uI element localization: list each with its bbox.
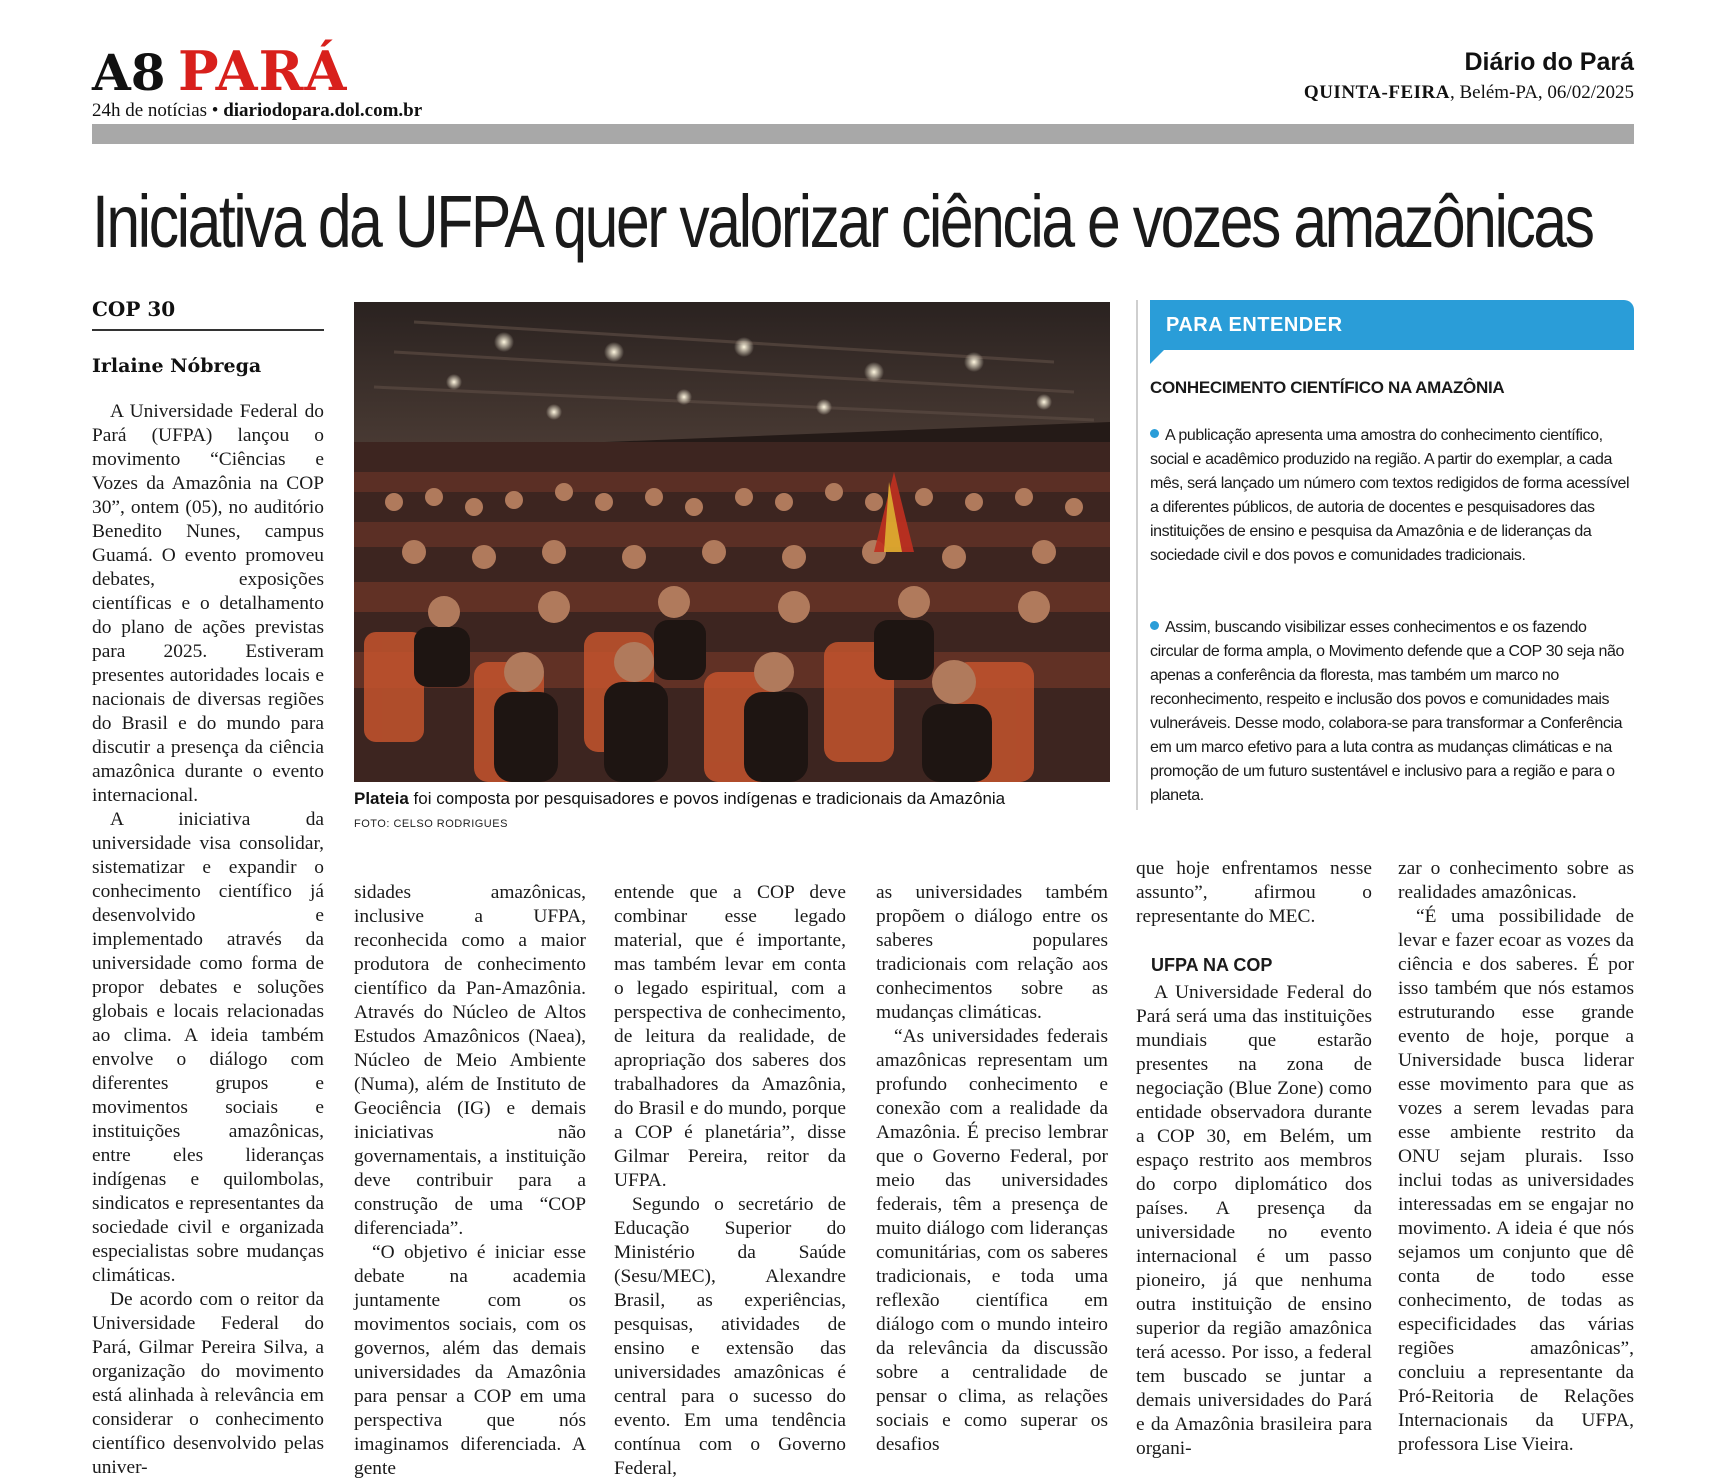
paragraph: sidades amazônicas, inclusive a UFPA, reconhecida como a maior produtora de conhecimento científico da Pan-Amazônia. Através do Núcleo de Altos Estudos Amazônicos (Naea), Núcleo de Meio Ambiente (Numa), além de Instituto de Geociência (IG) e demais iniciativas não governamentais, a instituição deve contribuir para a construção de uma “COP diferenciada”. xyxy=(354,882,586,1239)
paragraph: De acordo com o reitor da Universidade Federal do Pará, Gilmar Pereira Silva, a organização do movimento está alinhada à relevância em considerar o conhecimento científico desenvolvido pelas univer- xyxy=(92,1289,324,1478)
article-column-4 xyxy=(876,881,1108,1461)
date-line xyxy=(1304,82,1634,104)
section-name: PARÁ xyxy=(178,39,348,103)
photo-credit: FOTO: CELSO RODRIGUES xyxy=(354,818,508,830)
paragraph: Segundo o secretário de Educação Superior do Ministério da Saúde (Sesu/MEC), Alexandre Brasil, as experiências, pesquisas, atividades de ensino e extensão das universidades amazônicas é central para o sucesso do evento. Em uma tendência contínua com o Governo Federal, xyxy=(614,1194,846,1479)
box-paragraph-text: A publicação apresenta uma amostra do conhecimento científico, social e acadêmico produzido na região. A partir do exemplar, a cada mês, será lançado um número com textos redigidos de forma acessível a diferentes públicos, de autoria de docentes e pesquisadores das instituições de ensino e pesquisa da Amazônia e de lideranças da sociedade civil e dos povos e comunidades tradicionais. xyxy=(1150,427,1630,564)
box-subtitle: CONHECIMENTO CIENTÍFICO NA AMAZÔNIA xyxy=(1150,378,1505,397)
box-paragraph-2 xyxy=(1150,616,1634,808)
audience-photo xyxy=(354,302,1110,782)
place-date: , Belém-PA, 06/02/2025 xyxy=(1449,82,1634,103)
box-title: PARA ENTENDER xyxy=(1166,314,1343,336)
paragraph: A Universidade Federal do Pará será uma das instituições mundiais que estarão presentes na zona de negociação (Blue Zone) como entidade observadora durante a COP 30, em Belém, um espaço restrito aos membros do corpo diplomático dos países. A presença da universidade no evento internacional é um passo pioneiro, já que nenhuma outra instituição de ensino superior da região amazônica terá acesso. Por isso, a federal tem buscado se juntar a demais universidades do Pará e da Amazônia brasileira para organi- xyxy=(1136,982,1372,1459)
article-column-1 xyxy=(92,400,324,1478)
header-rule xyxy=(92,124,1634,144)
paragraph: “O objetivo é iniciar esse debate na academia juntamente com os movimentos sociais, com os governos, além das demais universidades da Amazônia para pensar a COP em uma perspectiva que nós imaginamos diferenciada. A gente xyxy=(354,1242,586,1479)
box-divider xyxy=(1136,300,1138,810)
para-entender-box xyxy=(1136,300,1634,810)
tagline-prefix: 24h de notícias • xyxy=(92,100,224,121)
kicker-rule xyxy=(92,329,324,331)
tagline xyxy=(92,100,422,122)
photo-image xyxy=(354,302,1110,782)
box-tab-notch xyxy=(1150,350,1164,364)
newspaper-name: Diário do Pará xyxy=(1464,48,1634,76)
caption-lead: Plateia xyxy=(354,789,409,808)
masthead xyxy=(92,38,1634,121)
kicker: COP 30 xyxy=(92,297,176,321)
paragraph: “As universidades federais amazônicas representam um profundo conhecimento e conexão com a realidade da Amazônia. É preciso lembrar que o Governo Federal, por meio das universidades federais, têm a presença de muito diálogo com lideranças comunitárias, com os saberes tradicionais, e toda uma reflexão científica em diálogo com o mundo inteiro da relevância da discussão sobre a centralidade de pensar o clima, as relações sociais e como superar os desafios xyxy=(876,1026,1108,1455)
paragraph: A Universidade Federal do Pará (UFPA) lançou o movimento “Ciências e Vozes da Amazônia na COP 30”, ontem (05), no auditório Benedito Nunes, campus Guamá. O evento promoveu debates, exposições científicas e o detalhamento do plano de ações previstas para 2025. Estiveram presentes autoridades locais e nacionais de diversas regiões do Brasil e do mundo para discutir a presença da ciência amazônica durante o evento internacional. xyxy=(92,401,324,806)
subheading: UFPA NA COP xyxy=(1151,955,1273,975)
headline: Iniciativa da UFPA quer valorizar ciência e vozes amazônicas xyxy=(92,180,1593,263)
article-column-3 xyxy=(614,881,846,1479)
paragraph: A iniciativa da universidade visa consolidar, sistematizar e expandir o conhecimento científico já desenvolvido e implementado através da universidade como forma de propor debates e soluções globais e locais relacionadas ao clima. A ideia também envolve o diálogo com diferentes grupos e movimentos sociais e instituições amazônicas, entre eles lideranças indígenas e quilombolas, sindicatos e representantes da sociedade civil e organizada especialistas sobre mudanças climáticas. xyxy=(92,809,324,1286)
paragraph: que hoje enfrentamos nesse assunto”, afirmou o representante do MEC. xyxy=(1136,858,1372,927)
paragraph: as universidades também propõem o diálogo entre os saberes populares tradicionais com relação aos conhecimentos sobre as mudanças climáticas. xyxy=(876,882,1108,1023)
box-paragraph-text: Assim, buscando visibilizar esses conhecimentos e os fazendo circular de forma ampla, o Movimento defende que a COP 30 seja não apenas a conferência da floresta, mas também um marco no reconhecimento, respeito e inclusão dos povos e comunidades mais vulneráveis. Desse modo, colabora-se para transformar a Conferência em um marco efetivo para a luta contra as mudanças climáticas e na promoção de um futuro sustentável e inclusivo para a região e para o planeta. xyxy=(1150,619,1625,804)
box-paragraph-1 xyxy=(1150,424,1634,568)
photo-caption xyxy=(354,789,1114,809)
article-column-2 xyxy=(354,881,586,1479)
weekday: QUINTA-FEIRA xyxy=(1303,82,1450,103)
page-number: A8 xyxy=(92,43,166,102)
bullet-icon xyxy=(1150,429,1159,438)
caption-text: foi composta por pesquisadores e povos indígenas e tradicionais da Amazônia xyxy=(408,789,1006,808)
article-column-6 xyxy=(1398,857,1634,1461)
paragraph: entende que a COP deve combinar esse legado material, que é importante, mas também levar em conta o legado espiritual, com a perspectiva de conhecimento, de leitura da realidade, de apropriação dos saberes dos trabalhadores da Amazônia, do Brasil e do mundo, porque a COP é planetária”, disse Gilmar Pereira, reitor da UFPA. xyxy=(614,882,846,1191)
bullet-icon xyxy=(1150,621,1159,630)
byline: Irlaine Nóbrega xyxy=(92,355,262,377)
article-column-5 xyxy=(1136,857,1372,1461)
paragraph: zar o conhecimento sobre as realidades amazônicas. xyxy=(1398,858,1634,903)
paragraph: “É uma possibilidade de levar e fazer ecoar as vozes da ciência e dos saberes. É por isso também que nós estamos estruturando esse grande evento de hoje, porque a Universidade busca liderar esse movimento para que as vozes a serem levadas para esse ambiente restrito da ONU sejam plurais. Isso inclui todas as universidades interessadas em se engajar no movimento. A ideia é que nós sejamos um conjunto que dê conta de todo esse conhecimento, de todas as especificidades das várias regiões amazônicas”, concluiu a representante da Pró-Reitoria de Relações Internacionais da UFPA, professora Lise Vieira. xyxy=(1398,906,1634,1455)
site-link[interactable]: diariodopara.dol.com.br xyxy=(223,100,423,121)
